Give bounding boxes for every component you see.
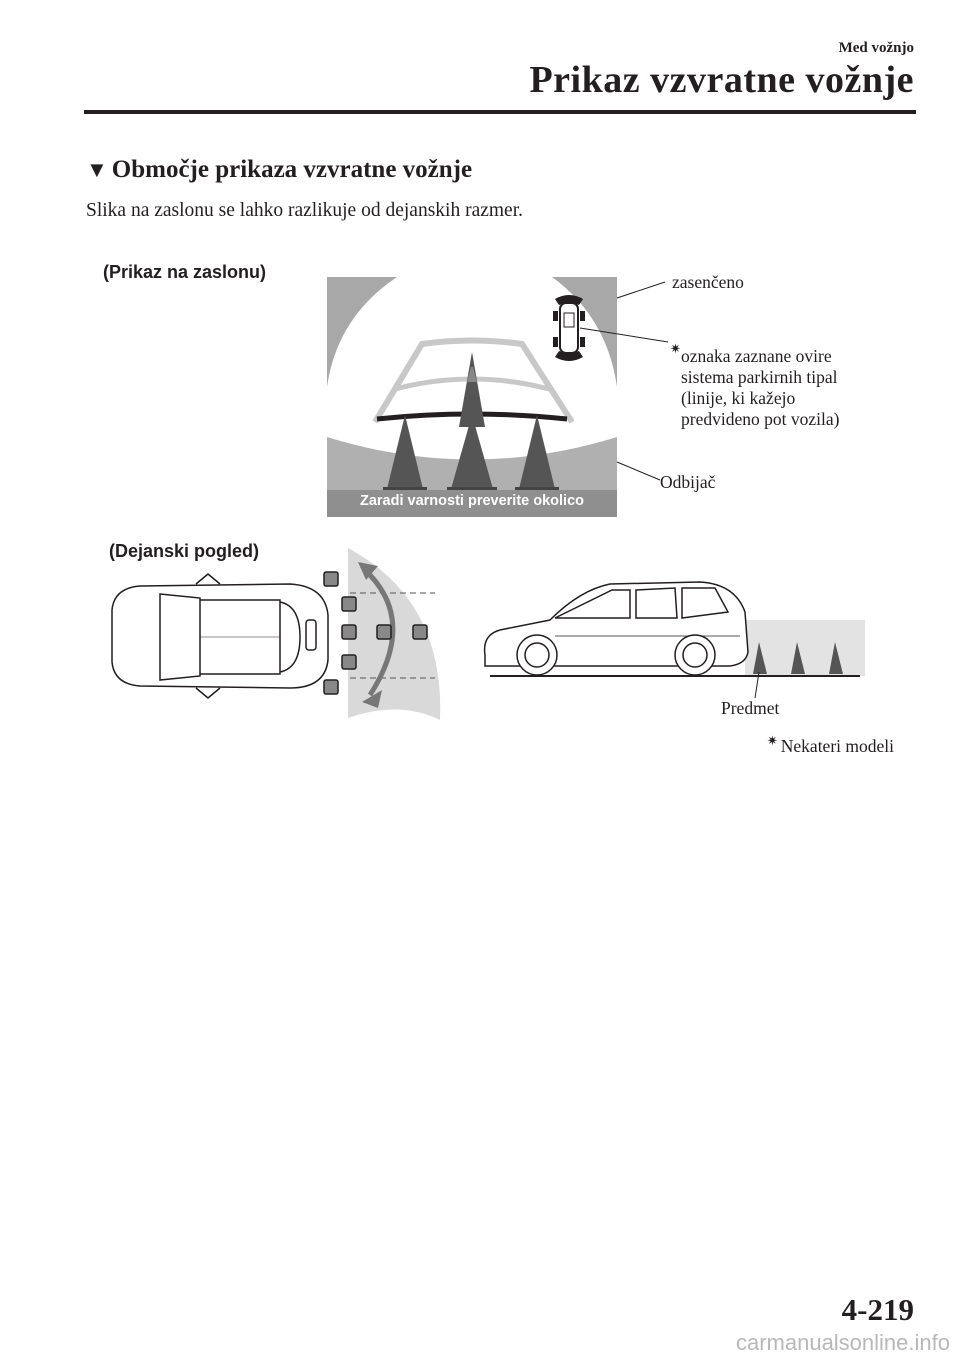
page-title: Prikaz vzvratne vožnje — [529, 59, 914, 101]
callout-sensor-line-2: sistema parkirnih tipal — [681, 367, 838, 387]
real-caption: (Dejanski pogled) — [109, 541, 260, 561]
callout-sensor-line-4: predvideno pot vozila) — [681, 409, 840, 429]
real-view-figure — [100, 540, 900, 740]
callout-sensor-line-1: oznaka zaznane ovire — [681, 346, 832, 366]
header-rule — [84, 110, 916, 114]
asterisk-icon: ✷ — [670, 341, 681, 356]
callout-bumper: Odbijač — [660, 472, 716, 492]
callout-sensor — [670, 341, 840, 430]
asterisk-icon: ✷ — [766, 733, 778, 748]
triangle-down-icon: ▼ — [86, 157, 108, 182]
screen-caption: (Prikaz na zaslonu) — [103, 262, 267, 282]
footnote-text: Nekateri modeli — [780, 736, 894, 756]
intro-text: Slika na zaslonu se lahko razlikuje od dejanskih razmer. — [86, 200, 523, 221]
footnote — [766, 733, 894, 757]
car-top-view — [112, 574, 328, 698]
watermark[interactable]: carmanualsonline.info — [735, 1330, 950, 1355]
section-heading — [86, 156, 472, 184]
car-side-view — [485, 582, 865, 676]
page-number: 4-219 — [841, 1292, 914, 1327]
callout-leaders — [560, 270, 680, 490]
callout-shaded: zasenčeno — [672, 272, 744, 292]
chapter-label: Med vožnjo — [838, 40, 914, 56]
section-title: Območje prikaza vzvratne vožnje — [111, 156, 473, 183]
callout-object: Predmet — [721, 698, 780, 718]
callout-sensor-line-3: (linije, ki kažejo — [681, 388, 796, 408]
warning-banner-text: Zaradi varnosti preverite okolico — [359, 493, 585, 509]
